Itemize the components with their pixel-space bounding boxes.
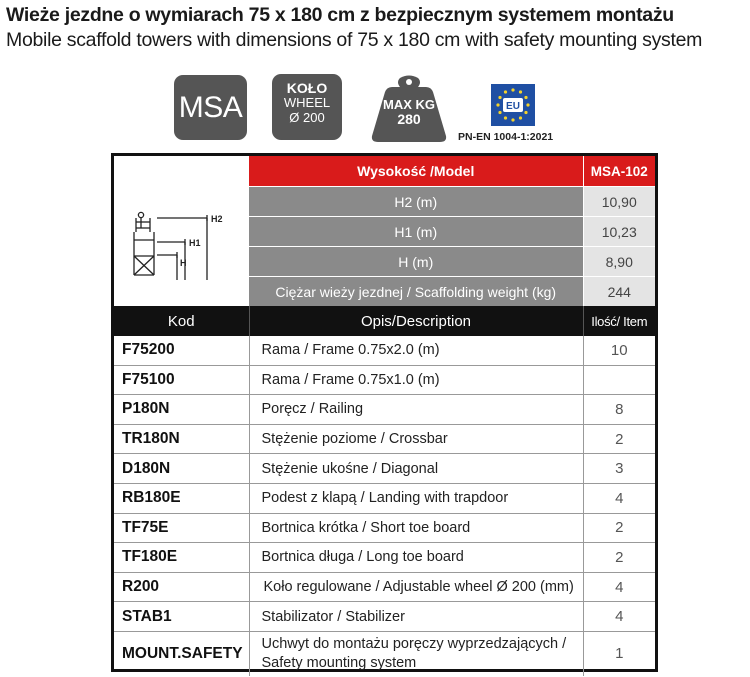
msa-badge: MSA <box>174 75 247 140</box>
eu-star <box>504 116 507 119</box>
spec-label: H (m) <box>249 247 583 277</box>
part-code: TR180N <box>114 424 249 454</box>
part-quantity: 1 <box>615 645 624 663</box>
table-row <box>114 513 655 543</box>
eu-star <box>498 111 501 114</box>
eu-star <box>526 103 529 106</box>
title-polish: Wieże jezdne o wymiarach 75 x 180 cm z bezpiecznym systemem montażu <box>6 4 674 26</box>
part-quantity: 4 <box>583 483 655 513</box>
eu-star <box>498 96 501 99</box>
part-quantity: 2 <box>583 424 655 454</box>
spec-value: 8,90 <box>583 247 655 277</box>
wheel-badge-line2: WHEEL <box>283 95 331 111</box>
eu-star <box>524 111 527 114</box>
wheel-badge-line1: KOŁO <box>286 80 328 96</box>
part-description: Stężenie poziome / Crossbar <box>249 424 583 454</box>
eu-star <box>511 118 514 121</box>
part-code: F75200 <box>114 336 249 365</box>
part-quantity: 2 <box>583 543 655 573</box>
scaffold-diagram <box>122 170 242 290</box>
part-quantity: 4 <box>583 572 655 602</box>
scaffold-diagram-cell <box>114 156 249 306</box>
part-description: Podest z klapą / Landing with trapdoor <box>249 483 583 513</box>
part-description: Uchwyt do montażu poręczy wyprzedzających / Safety mounting system <box>249 631 583 676</box>
spec-header-model: MSA-102 <box>583 156 655 187</box>
part-code: F75100 <box>114 365 249 395</box>
part-code: D180N <box>114 454 249 484</box>
table-row <box>114 395 655 425</box>
eu-star <box>524 96 527 99</box>
part-code: RB180E <box>114 483 249 513</box>
spec-value: 10,90 <box>583 187 655 217</box>
wheel-badge <box>272 74 342 140</box>
table-row <box>114 602 655 632</box>
part-quantity: 2 <box>583 513 655 543</box>
part-quantity: 8 <box>583 395 655 425</box>
norm-label: PN-EN 1004-1:2021 <box>458 131 554 143</box>
part-description: Rama / Frame 0.75x1.0 (m) <box>249 365 583 395</box>
part-code: MOUNT.SAFETY <box>114 631 249 676</box>
diagram-label-h2: H2 <box>210 213 223 224</box>
table-row <box>114 365 655 395</box>
diagram-label-h: H <box>179 257 186 268</box>
column-header-quantity: Ilość/ Item <box>583 306 655 336</box>
part-description: Bortnica długa / Long toe board <box>249 543 583 573</box>
part-code: TF75E <box>114 513 249 543</box>
table-row <box>114 424 655 454</box>
diagram-label-h1: H1 <box>188 237 201 248</box>
max-weight-value: 280 <box>397 111 421 128</box>
table-row <box>114 483 655 513</box>
parts-table <box>111 153 658 672</box>
part-code: TF180E <box>114 543 249 573</box>
spec-value: 10,23 <box>583 217 655 247</box>
part-description: Rama / Frame 0.75x2.0 (m) <box>249 336 583 365</box>
spec-label: H2 (m) <box>249 187 583 217</box>
spec-header-label: Wysokość /Model <box>249 156 583 187</box>
max-weight-badge <box>370 74 448 144</box>
part-description: Stężenie ukośne / Diagonal <box>249 454 583 484</box>
part-code: R200 <box>114 572 249 602</box>
spec-value: 244 <box>583 277 655 307</box>
column-header-description: Opis/Description <box>249 306 583 336</box>
eu-flag-icon <box>491 84 535 126</box>
part-description: Bortnica krótka / Short toe board <box>249 513 583 543</box>
table-row <box>114 454 655 484</box>
eu-star <box>519 90 522 93</box>
part-description: Stabilizator / Stabilizer <box>249 602 583 632</box>
eu-star <box>519 116 522 119</box>
part-quantity: 10 <box>583 336 655 365</box>
title-english: Mobile scaffold towers with dimensions of 75 x 180 cm with safety mounting system <box>6 29 703 51</box>
column-header-code: Kod <box>114 306 249 336</box>
eu-star <box>496 103 499 106</box>
part-code: STAB1 <box>114 602 249 632</box>
part-description: Koło regulowane / Adjustable wheel Ø 200 (mm) <box>249 572 583 602</box>
max-weight-label: MAX KG <box>383 97 435 112</box>
table-row <box>114 631 655 676</box>
table-row <box>114 336 655 365</box>
spec-label: H1 (m) <box>249 217 583 247</box>
spec-label: Ciężar wieży jezdnej / Scaffolding weight (kg) <box>249 277 583 307</box>
part-quantity: 4 <box>583 602 655 632</box>
eu-label: EU <box>506 101 520 112</box>
part-quantity: 3 <box>583 454 655 484</box>
table-row <box>114 543 655 573</box>
table-row <box>114 572 655 602</box>
part-description: Poręcz / Railing <box>249 395 583 425</box>
part-quantity <box>583 365 655 395</box>
eu-star <box>511 88 514 91</box>
wheel-badge-line3: Ø 200 <box>289 110 325 126</box>
eu-star <box>504 90 507 93</box>
part-code: P180N <box>114 395 249 425</box>
